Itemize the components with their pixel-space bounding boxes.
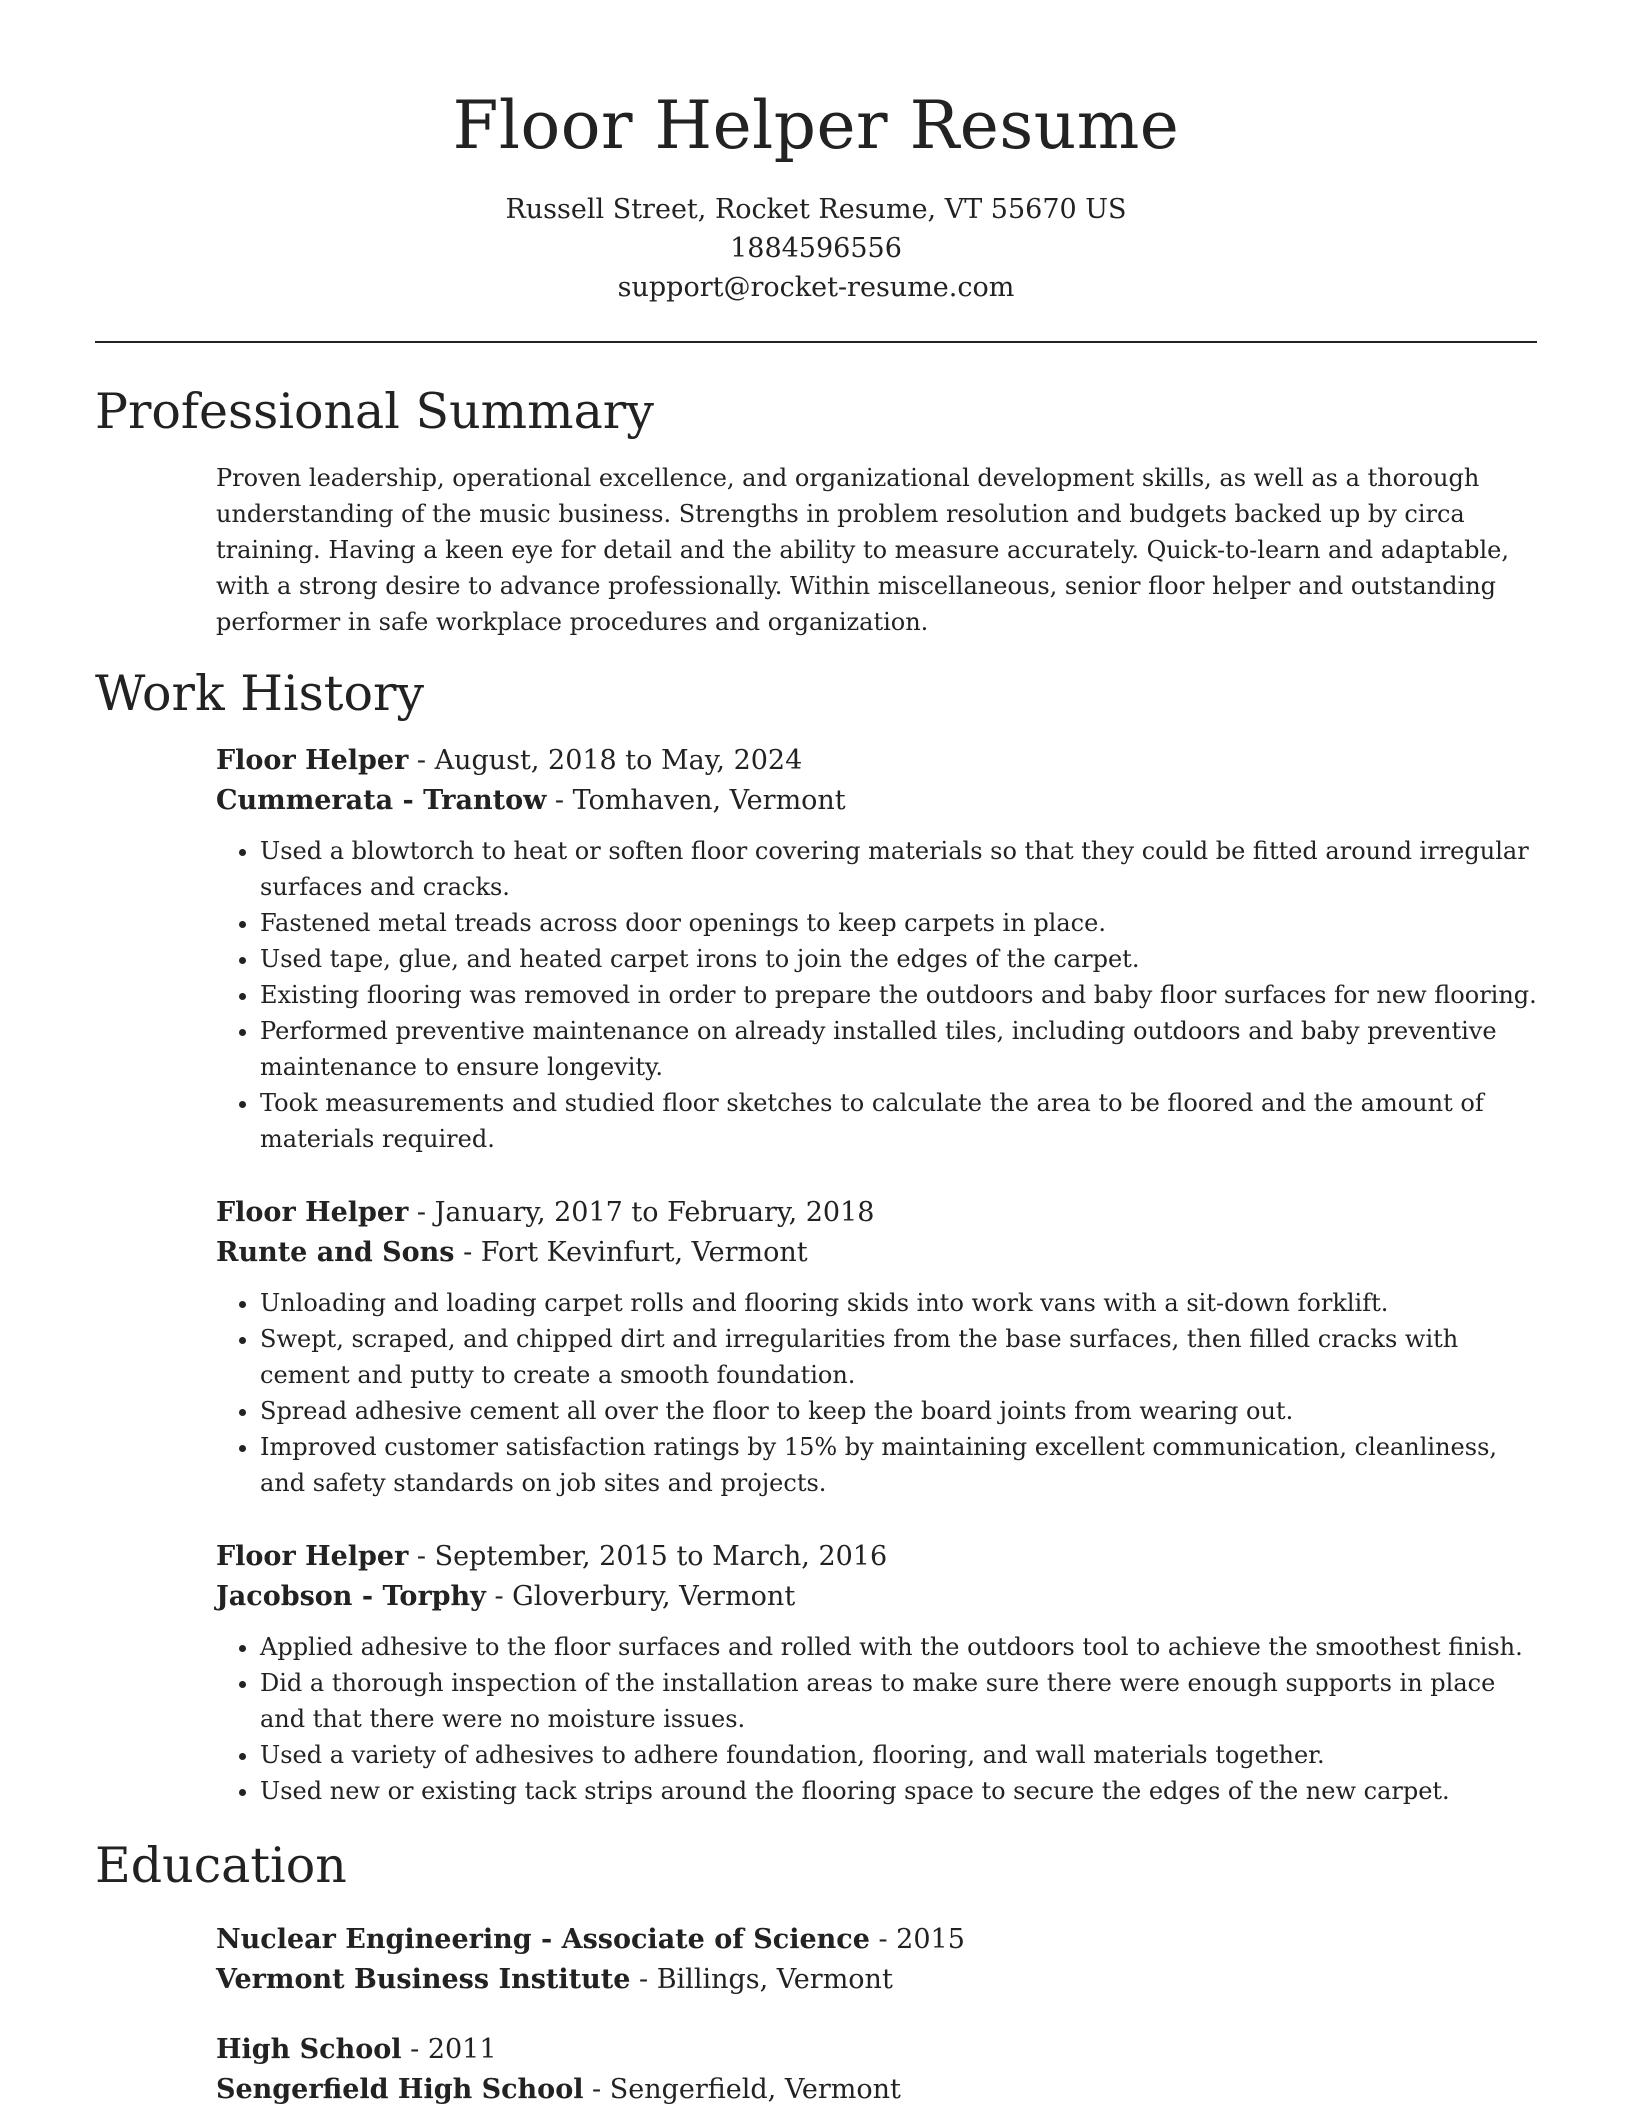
- summary-text: Proven leadership, operational excellence, and organizational development skills, as well as a thorough understanding of the music business. Strengths in problem resolution and budgets backed up by circa training. Having a keen eye for detail and the ability to measure accurately. Quick-to-learn and adaptable, with a strong desire to advance professionally. Within miscellaneous, senior floor helper and outstanding performer in safe workplace procedures and organization.: [216, 464, 1509, 636]
- education-degree-line: [216, 1920, 1546, 1960]
- education-entry: [216, 2030, 1546, 2110]
- education-year: - 2015: [869, 1924, 965, 1955]
- job-role: Floor Helper: [216, 1541, 409, 1572]
- job-company: Jacobson - Torphy: [216, 1581, 486, 1612]
- job-location: - Gloverbury, Vermont: [485, 1581, 796, 1612]
- job-role: Floor Helper: [216, 745, 409, 776]
- resume-header: [0, 0, 1632, 307]
- job-bullet: • Used new or existing tack strips around the flooring space to secure the edges of the new carpet.: [260, 1773, 1546, 1809]
- job-bullet: • Used tape, glue, and heated carpet irons to join the edges of the carpet.: [260, 941, 1546, 977]
- job-entry: [216, 1537, 1546, 1809]
- job-bullet: • Did a thorough inspection of the installation areas to make sure there were enough supports in place and that there were no moisture issues.: [260, 1665, 1546, 1737]
- job-dates: - August, 2018 to May, 2024: [408, 745, 803, 776]
- education-location: - Billings, Vermont: [630, 1964, 893, 1995]
- contact-email: support@rocket-resume.com: [617, 272, 1015, 303]
- job-bullet: • Unloading and loading carpet rolls and flooring skids into work vans with a sit-down forklift.: [260, 1285, 1546, 1321]
- job-dates: - September, 2015 to March, 2016: [408, 1541, 888, 1572]
- job-title-line: [216, 741, 1546, 781]
- education-entry: [216, 1920, 1546, 2000]
- education-location: - Sengerfield, Vermont: [583, 2074, 901, 2105]
- job-bullet: • Spread adhesive cement all over the floor to keep the board joints from wearing out.: [260, 1393, 1546, 1429]
- summary-section: [216, 460, 1546, 640]
- job-bullet: • Used a blowtorch to heat or soften floor covering materials so that they could be fitted around irregular surfaces and cracks.: [260, 833, 1546, 905]
- education-school: Vermont Business Institute: [216, 1964, 631, 1995]
- resume-title: Floor Helper Resume: [452, 87, 1180, 164]
- job-bullet: • Improved customer satisfaction ratings by 15% by maintaining excellent communication, cleanliness, and safety standards on job sites and projects.: [260, 1429, 1546, 1501]
- job-role: Floor Helper: [216, 1197, 409, 1228]
- job-company-line: [216, 1577, 1546, 1617]
- education-school-line: [216, 2070, 1546, 2110]
- job-location: - Fort Kevinfurt, Vermont: [454, 1237, 808, 1268]
- job-bullet: • Took measurements and studied floor sketches to calculate the area to be floored and the amount of materials required.: [260, 1085, 1546, 1157]
- education-year: - 2011: [401, 2034, 497, 2065]
- section-title-summary: Professional Summary: [95, 383, 654, 440]
- job-company-line: [216, 1233, 1546, 1273]
- education-degree: Nuclear Engineering - Associate of Science: [216, 1924, 870, 1955]
- job-bullet: • Fastened metal treads across door openings to keep carpets in place.: [260, 905, 1546, 941]
- job-company: Cummerata - Trantow: [216, 785, 547, 816]
- section-title-education: Education: [95, 1837, 347, 1894]
- education-school-line: [216, 1960, 1546, 2000]
- job-title-line: [216, 1537, 1546, 1577]
- job-bullet: • Swept, scraped, and chipped dirt and irregularities from the base surfaces, then filled cracks with cement and putty to create a smooth foundation.: [260, 1321, 1546, 1393]
- job-dates: - January, 2017 to February, 2018: [408, 1197, 875, 1228]
- contact-address: Russell Street, Rocket Resume, VT 55670 US: [505, 194, 1127, 225]
- job-bullet: • Applied adhesive to the floor surfaces and rolled with the outdoors tool to achieve the smoothest finish.: [260, 1629, 1546, 1665]
- job-entry: [216, 741, 1546, 1157]
- contact-block: [0, 190, 1632, 307]
- job-entry: [216, 1193, 1546, 1501]
- job-bullet: • Used a variety of adhesives to adhere foundation, flooring, and wall materials together.: [260, 1737, 1546, 1773]
- job-bullet: • Performed preventive maintenance on already installed tiles, including outdoors and baby preventive maintenance to ensure longevity.: [260, 1013, 1546, 1085]
- education-degree-line: [216, 2030, 1546, 2070]
- job-location: - Tomhaven, Vermont: [546, 785, 846, 816]
- header-divider: [95, 341, 1537, 343]
- section-title-work-history: Work History: [95, 665, 425, 722]
- contact-phone: 1884596556: [730, 233, 902, 264]
- job-company-line: [216, 781, 1546, 821]
- job-bullet: • Existing flooring was removed in order to prepare the outdoors and baby floor surfaces for new flooring.: [260, 977, 1546, 1013]
- job-bullet-list: [216, 1285, 1546, 1501]
- job-bullet-list: [216, 833, 1546, 1157]
- job-bullet-list: [216, 1629, 1546, 1809]
- education-degree: High School: [216, 2034, 402, 2065]
- education-school: Sengerfield High School: [216, 2074, 584, 2105]
- job-company: Runte and Sons: [216, 1237, 455, 1268]
- job-title-line: [216, 1193, 1546, 1233]
